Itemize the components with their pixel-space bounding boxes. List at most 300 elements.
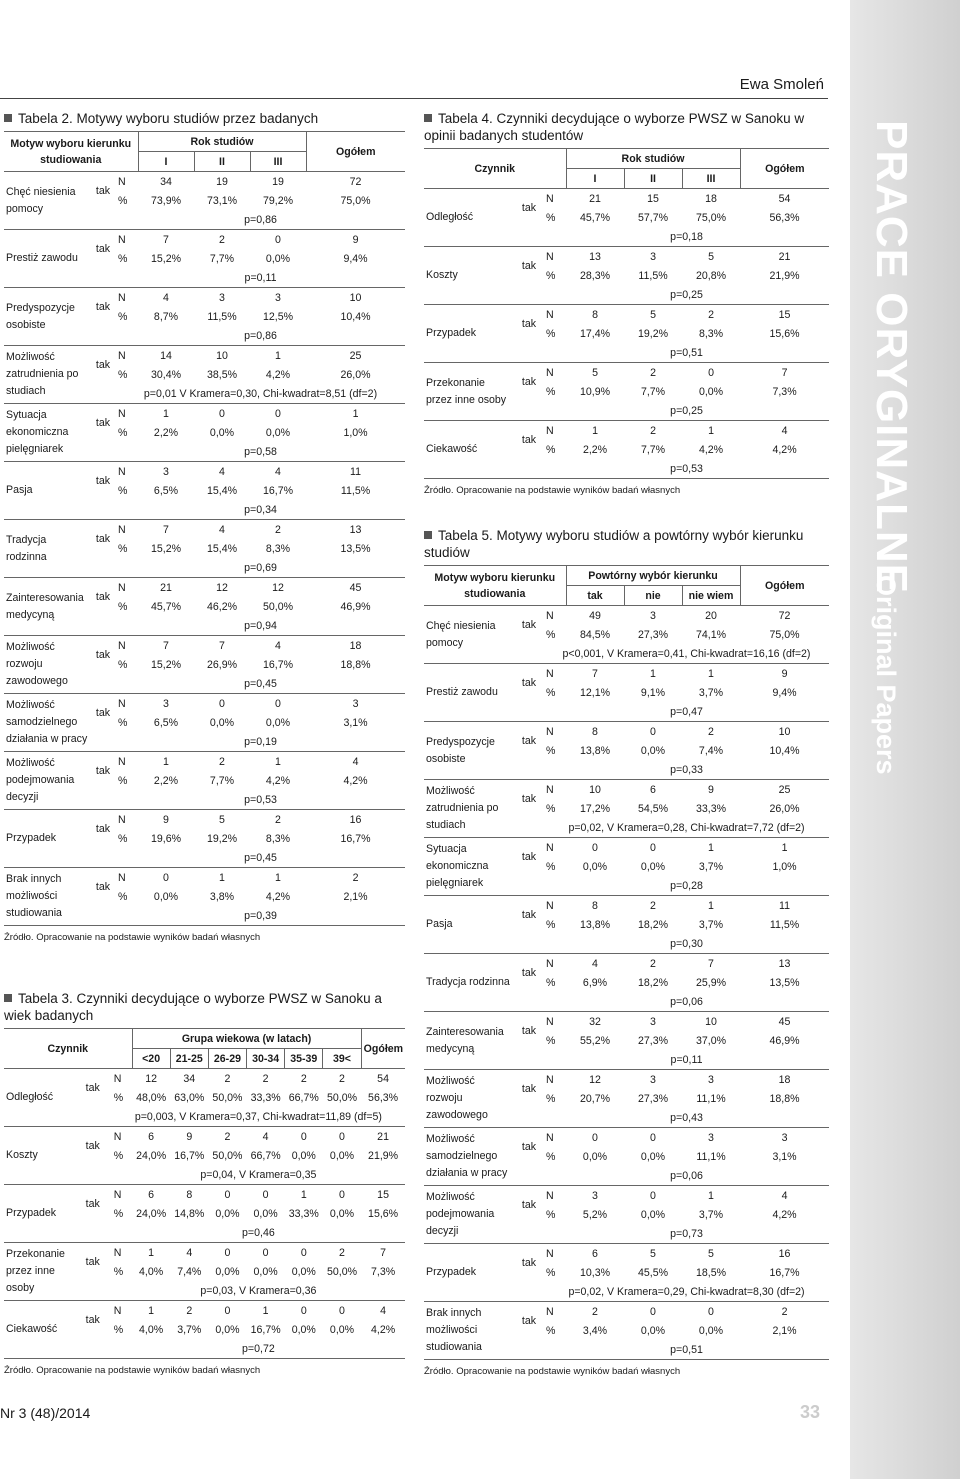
row-answer: tak [95,533,111,545]
row-answer: tak [521,260,537,272]
n-value: 3 [650,609,656,622]
pct-value: 13,5% [340,542,371,555]
pct-value: 21,9% [769,269,800,282]
pct-value: 15,6% [368,1207,399,1220]
pct-value: 0,0% [329,1207,355,1220]
pct-value: 4,0% [139,1265,164,1278]
n-value: 2 [186,1304,193,1317]
n-value: 16 [778,1247,791,1260]
table-row [424,954,829,974]
pct-label: % [546,802,556,815]
pct-value: 73,9% [150,194,182,207]
pct-value: 4,2% [698,443,724,456]
n-label: N [546,308,554,321]
n-value: 4 [275,639,281,652]
row-label: Możliwość rozwoju zawodowego [4,636,90,694]
bullet-square-icon [424,531,432,539]
n-label: N [118,465,126,478]
pct-label: % [118,774,128,787]
pct-label: % [118,426,128,439]
n-value: 9 [781,667,788,680]
n-value: 1 [148,1246,155,1259]
n-value: 21 [589,192,601,205]
n-value: 2 [339,1072,345,1085]
n-value: 45 [778,1015,791,1028]
pct-label: % [546,744,556,757]
pct-value: 66,7% [288,1091,319,1104]
n-value: 25 [778,783,791,796]
table-row [4,404,405,424]
header-col: 39< [323,1049,361,1069]
table-source: Źródło. Opracowanie na podstawie wyników badań własnych [424,485,681,496]
stat-value: p=0,53 [116,790,405,810]
header-row [424,566,829,586]
stat-value: p=0,04, V Kramera=0,35 [112,1165,405,1185]
data-table [4,1028,405,1359]
pct-value: 16,7% [340,832,371,845]
table-row [4,172,405,192]
stat-value: p=0,06 [544,992,829,1012]
spacer [514,702,544,722]
pct-value: 75,0% [340,194,371,207]
pct-value: 74,1% [695,628,727,641]
table-row [4,1301,405,1321]
pct-value: 33,3% [288,1207,319,1220]
spacer [514,1282,544,1302]
spacer [90,326,116,346]
n-value: 2 [650,899,656,912]
n-value: 0 [339,1130,345,1143]
header-factor: Motyw wyboru kierunku studiowania [424,566,566,606]
pct-value: 6,5% [153,484,179,497]
n-value: 5 [708,250,714,263]
n-label: N [546,1131,554,1144]
pct-label: % [118,658,128,671]
pct-value: 84,5% [579,628,611,641]
n-label: N [546,667,554,680]
table-title [4,110,405,127]
table-row [4,1185,405,1205]
row-label: Odległość [424,189,514,247]
header-col: tak [566,586,624,606]
n-value: 34 [160,175,172,188]
n-value: 4 [352,755,359,768]
n-value: 1 [275,871,281,884]
row-label: Odległość [4,1069,74,1127]
stat-value: p=0,33 [544,760,829,780]
n-value: 54 [778,192,791,205]
table-row [4,1069,405,1089]
pct-value: 2,2% [153,426,179,439]
row-answer: tak [521,1257,537,1269]
pct-label: % [118,890,128,903]
pct-value: 17,2% [579,802,611,815]
n-value: 0 [275,697,281,710]
pct-value: 3,7% [698,860,724,873]
row-answer: tak [521,1083,537,1095]
row-answer: tak [95,649,111,661]
n-value: 5 [592,366,598,379]
pct-value: 26,0% [340,368,371,381]
n-value: 10 [589,783,601,796]
pct-value: 33,3% [695,802,727,815]
n-value: 2 [650,957,656,970]
row-label: Pasja [424,896,514,954]
n-value: 12 [145,1072,157,1085]
n-label: N [113,1130,122,1143]
n-label: N [118,175,126,188]
n-value: 6 [592,1247,598,1260]
pct-value: 7,4% [698,744,724,757]
n-value: 0 [262,1188,269,1201]
row-answer: tak [95,475,111,487]
table-row [4,868,405,888]
stat-value: p=0,72 [112,1339,405,1359]
spacer [514,459,544,479]
row-label: Możliwość samodzielnego działania w pracy [4,694,90,752]
header-col: <20 [132,1049,170,1069]
page-number: 33 [800,1402,821,1422]
table-row [4,462,405,482]
pct-value: 0,0% [215,1265,240,1278]
pct-value: 0,0% [698,1324,724,1337]
row-answer: tak [521,967,537,979]
pct-label: % [113,1323,124,1336]
header-row [4,132,405,152]
n-value: 1 [352,407,359,420]
row-answer: tak [521,376,537,388]
pct-value: 45,5% [637,1266,669,1279]
row-label: Predyspozycje osobiste [424,722,514,780]
table-row [424,189,829,209]
table-2 [4,110,405,943]
n-label: N [546,250,554,263]
pct-value: 16,7% [262,658,294,671]
n-value: 9 [163,813,169,826]
pct-value: 4,2% [772,1208,797,1221]
n-value: 13 [349,523,362,536]
n-value: 3 [650,1015,656,1028]
pct-value: 3,7% [177,1323,202,1336]
n-value: 2 [352,871,359,884]
pct-value: 7,4% [177,1265,202,1278]
row-label: Możliwość zatrudnienia po studiach [424,780,514,838]
row-label: Przypadek [424,305,514,363]
pct-label: % [546,918,556,931]
n-value: 0 [300,1304,307,1317]
pct-value: 0,0% [640,860,666,873]
pct-label: % [546,686,556,699]
header-col: 35-39 [285,1049,323,1069]
n-value: 49 [589,609,601,622]
row-answer: tak [521,202,537,214]
row-label: Koszty [4,1127,74,1185]
spacer [74,1281,112,1301]
n-value: 2 [650,366,656,379]
header-row [424,149,829,169]
row-answer: tak [95,417,111,429]
pct-value: 50,0% [212,1091,243,1104]
pct-value: 10,4% [769,744,800,757]
pct-value: 45,7% [580,211,611,224]
n-label: N [546,192,554,205]
stat-value: p=0,46 [112,1223,405,1243]
row-label: Przekonanie przez inne osoby [4,1243,74,1301]
stat-value: p=0,25 [544,401,829,421]
header-col: 21-25 [170,1049,208,1069]
spacer [514,343,544,363]
n-value: 12 [272,581,284,594]
spacer [514,992,544,1012]
pct-label: % [546,1092,556,1105]
pct-value: 12,1% [579,686,611,699]
row-label: Zainteresowania medycyną [4,578,90,636]
n-value: 5 [219,813,225,826]
table-row [4,288,405,308]
n-value: 45 [349,581,362,594]
pct-label: % [113,1091,124,1104]
n-value: 5 [650,1247,656,1260]
n-label: N [118,349,126,362]
pct-value: 54,5% [637,802,669,815]
header-group: Powtórny wybór kierunku [566,566,740,586]
table-title-text: Tabela 3. Czynniki decydujące o wyborze PWSZ w Sanoku a wiek badanych [4,991,382,1023]
n-value: 2 [708,308,714,321]
n-value: 0 [650,1131,656,1144]
row-answer: tak [521,1315,537,1327]
row-answer: tak [85,1140,100,1152]
n-label: N [118,755,126,768]
header-total: Ogółem [361,1029,405,1069]
pct-value: 19,2% [638,327,669,340]
n-value: 25 [349,349,362,362]
spacer [514,644,544,664]
pct-value: 11,5% [769,918,800,931]
row-label: Chęć niesienia pomocy [4,172,90,230]
pct-value: 15,4% [206,542,238,555]
pct-value: 4,2% [370,1323,396,1336]
pct-label: % [118,716,128,729]
n-value: 11 [350,465,362,478]
n-label: N [118,233,126,246]
pct-value: 50,0% [326,1091,358,1104]
pct-value: 0,0% [582,860,608,873]
row-label: Możliwość zatrudnienia po studiach [4,346,90,404]
bullet-square-icon [4,994,12,1002]
pct-value: 19,2% [206,832,238,845]
n-value: 20 [705,609,717,622]
stat-value: p=0,43 [544,1108,829,1128]
n-value: 6 [148,1188,155,1201]
pct-value: 26,0% [769,802,800,815]
spacer [514,876,544,896]
pct-value: 57,7% [638,211,669,224]
table-row [424,1012,829,1032]
n-value: 0 [219,407,225,420]
pct-value: 4,2% [343,774,368,787]
n-value: 16 [349,813,362,826]
n-label: N [546,841,554,854]
table-row [424,1128,829,1148]
pct-label: % [546,1208,556,1221]
n-value: 6 [148,1130,155,1143]
n-value: 1 [300,1188,307,1201]
row-label: Predyspozycje osobiste [4,288,90,346]
row-answer: tak [521,318,537,330]
n-value: 2 [300,1072,307,1085]
row-answer: tak [95,185,111,197]
spacer [514,818,544,838]
n-value: 1 [708,667,714,680]
n-value: 7 [163,639,169,652]
row-answer: tak [521,1025,537,1037]
spacer [74,1223,112,1243]
spacer [514,760,544,780]
n-value: 4 [219,523,225,536]
header-col: II [194,152,250,172]
pct-value: 26,9% [206,658,238,671]
pct-value: 73,1% [206,194,238,207]
spacer [90,732,116,752]
row-label: Chęć niesienia pomocy [424,606,514,664]
pct-label: % [546,1266,556,1279]
pct-value: 4,2% [772,443,797,456]
n-value: 2 [708,725,714,738]
n-value: 0 [262,1246,269,1259]
stat-value: p=0,02, V Kramera=0,28, Chi-kwadrat=7,72 (df=2) [544,818,829,838]
pct-label: % [546,976,556,989]
row-answer: tak [95,301,111,313]
stat-value: p=0,86 [116,326,405,346]
header-col: II [624,169,682,189]
stat-value: p=0,11 [544,1050,829,1070]
n-value: 4 [262,1130,269,1143]
pct-label: % [546,385,556,398]
n-value: 19 [216,175,228,188]
pct-value: 1,0% [772,860,797,873]
pct-value: 3,7% [698,1208,724,1221]
spacer [90,674,116,694]
row-label: Ciekawość [424,421,514,479]
n-value: 10 [778,725,791,738]
pct-value: 0,0% [291,1265,316,1278]
pct-value: 46,9% [340,600,371,613]
pct-value: 0,0% [209,426,235,439]
stat-value: p=0,51 [544,1340,829,1360]
spacer [90,442,116,462]
spacer [90,790,116,810]
pct-value: 28,3% [580,269,611,282]
pct-label: % [113,1265,124,1278]
header-group: Rok studiów [566,149,740,169]
n-value: 1 [163,755,169,768]
pct-value: 3,4% [582,1324,608,1337]
table-row [4,1127,405,1147]
table-4 [424,110,829,496]
header-factor: Czynnik [4,1029,132,1069]
n-value: 12 [589,1073,601,1086]
pct-value: 15,2% [150,658,182,671]
n-label: N [546,424,554,437]
n-label: N [546,899,554,912]
pct-label: % [546,1324,556,1337]
pct-label: % [546,269,556,282]
pct-label: % [546,1034,556,1047]
row-label: Tradycja rodzinna [424,954,514,1012]
row-answer: tak [85,1198,100,1210]
n-value: 2 [219,233,225,246]
n-value: 1 [262,1304,269,1317]
pct-value: 16,7% [769,1266,800,1279]
n-value: 3 [708,1073,714,1086]
pct-label: % [546,628,556,641]
row-answer: tak [85,1256,100,1268]
pct-value: 24,0% [136,1149,167,1162]
n-value: 2 [275,813,281,826]
pct-value: 0,0% [640,744,666,757]
spacer [514,1340,544,1360]
n-value: 15 [377,1188,389,1201]
spacer [90,616,116,636]
table-row [4,520,405,540]
stat-value: p=0,28 [544,876,829,896]
author-name: Ewa Smoleń [739,76,824,93]
n-value: 21 [377,1130,389,1143]
row-label: Koszty [424,247,514,305]
table-source: Źródło. Opracowanie na podstawie wyników badań własnych [4,1365,261,1376]
n-value: 0 [339,1304,345,1317]
header-group: Rok studiów [138,132,306,152]
n-value: 0 [650,841,656,854]
row-label: Brak innych możliwości studiowania [424,1302,514,1360]
table-row [424,780,829,800]
n-value: 8 [592,725,598,738]
pct-value: 20,7% [579,1092,611,1105]
pct-value: 19,6% [150,832,182,845]
n-value: 3 [219,291,225,304]
n-value: 4 [219,465,225,478]
header-rule [0,98,828,99]
pct-value: 4,2% [265,890,291,903]
pct-value: 56,3% [769,211,800,224]
header-total: Ogółem [306,132,405,172]
n-value: 0 [708,366,714,379]
pct-value: 25,9% [695,976,727,989]
pct-value: 0,0% [253,1207,278,1220]
pct-value: 5,2% [582,1208,608,1221]
table-title-text: Tabela 4. Czynniki decydujące o wyborze PWSZ w Sanoku w opinii badanych studentów [424,111,805,143]
pct-value: 33,3% [250,1091,281,1104]
pct-value: 56,3% [368,1091,399,1104]
n-value: 3 [163,697,169,710]
n-value: 72 [349,175,362,188]
header-total: Ogółem [740,149,829,189]
n-label: N [546,957,554,970]
pct-label: % [546,327,556,340]
n-value: 1 [219,871,225,884]
pct-value: 6,9% [582,976,608,989]
n-label: N [113,1246,122,1259]
header-col: I [566,169,624,189]
pct-value: 18,8% [340,658,371,671]
pct-value: 0,0% [640,1208,666,1221]
n-value: 12 [216,581,228,594]
pct-value: 3,7% [698,918,724,931]
n-value: 34 [183,1072,196,1085]
n-value: 2 [219,755,225,768]
spacer [74,1339,112,1359]
stat-value: p=0,25 [544,285,829,305]
